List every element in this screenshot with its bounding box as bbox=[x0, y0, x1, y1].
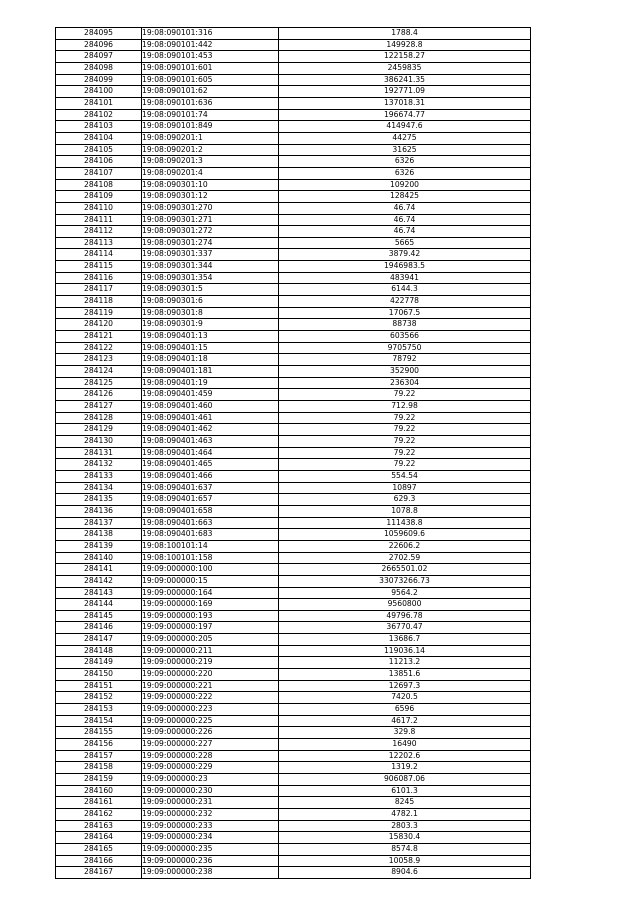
row-number-cell: 284148 bbox=[56, 645, 142, 657]
cadastral-number-cell: 19:09:000000:222 bbox=[142, 692, 279, 704]
table-row bbox=[56, 109, 531, 121]
cadastral-number-cell: 19:08:100101:158 bbox=[142, 552, 279, 564]
value-cell: 1946983.5 bbox=[279, 261, 531, 273]
cadastral-number-cell: 19:09:000000:232 bbox=[142, 808, 279, 820]
cadastral-number-cell: 19:08:090401:459 bbox=[142, 389, 279, 401]
table-row bbox=[56, 692, 531, 704]
row-number-cell: 284156 bbox=[56, 739, 142, 751]
value-cell: 1078.8 bbox=[279, 505, 531, 517]
value-cell: 3879.42 bbox=[279, 249, 531, 261]
table-row bbox=[56, 540, 531, 552]
cadastral-number-cell: 19:09:000000:223 bbox=[142, 704, 279, 716]
row-number-cell: 284149 bbox=[56, 657, 142, 669]
value-cell: 12697.3 bbox=[279, 680, 531, 692]
value-cell: 5665 bbox=[279, 237, 531, 249]
value-cell: 6326 bbox=[279, 156, 531, 168]
value-cell: 422778 bbox=[279, 296, 531, 308]
table-row bbox=[56, 832, 531, 844]
cadastral-number-cell: 19:08:090401:663 bbox=[142, 517, 279, 529]
cadastral-number-cell: 19:08:090201:3 bbox=[142, 156, 279, 168]
cadastral-number-cell: 19:08:090101:605 bbox=[142, 74, 279, 86]
table-body bbox=[56, 28, 531, 879]
cadastral-number-cell: 19:08:090301:354 bbox=[142, 272, 279, 284]
row-number-cell: 284119 bbox=[56, 307, 142, 319]
row-number-cell: 284105 bbox=[56, 144, 142, 156]
table-row bbox=[56, 249, 531, 261]
cadastral-number-cell: 19:09:000000:236 bbox=[142, 855, 279, 867]
row-number-cell: 284150 bbox=[56, 669, 142, 681]
cadastral-number-cell: 19:09:000000:233 bbox=[142, 820, 279, 832]
row-number-cell: 284110 bbox=[56, 202, 142, 214]
row-number-cell: 284111 bbox=[56, 214, 142, 226]
table-row bbox=[56, 785, 531, 797]
cadastral-number-cell: 19:09:000000:197 bbox=[142, 622, 279, 634]
table-row bbox=[56, 715, 531, 727]
value-cell: 109200 bbox=[279, 179, 531, 191]
value-cell: 36770.47 bbox=[279, 622, 531, 634]
table-row bbox=[56, 284, 531, 296]
row-number-cell: 284100 bbox=[56, 86, 142, 98]
cadastral-number-cell: 19:09:000000:225 bbox=[142, 715, 279, 727]
cadastral-number-cell: 19:09:000000:231 bbox=[142, 797, 279, 809]
row-number-cell: 284104 bbox=[56, 132, 142, 144]
table-row bbox=[56, 121, 531, 133]
row-number-cell: 284152 bbox=[56, 692, 142, 704]
table-row bbox=[56, 599, 531, 611]
value-cell: 79.22 bbox=[279, 424, 531, 436]
cadastral-number-cell: 19:09:000000:235 bbox=[142, 843, 279, 855]
value-cell: 78792 bbox=[279, 354, 531, 366]
row-number-cell: 284128 bbox=[56, 412, 142, 424]
row-number-cell: 284129 bbox=[56, 424, 142, 436]
row-number-cell: 284122 bbox=[56, 342, 142, 354]
row-number-cell: 284146 bbox=[56, 622, 142, 634]
row-number-cell: 284153 bbox=[56, 704, 142, 716]
table-row bbox=[56, 261, 531, 273]
table-row bbox=[56, 132, 531, 144]
table-row bbox=[56, 855, 531, 867]
value-cell: 13851.6 bbox=[279, 669, 531, 681]
table-row bbox=[56, 564, 531, 576]
table-row bbox=[56, 377, 531, 389]
row-number-cell: 284140 bbox=[56, 552, 142, 564]
cadastral-number-cell: 19:08:090401:464 bbox=[142, 447, 279, 459]
row-number-cell: 284099 bbox=[56, 74, 142, 86]
cadastral-number-cell: 19:08:090101:316 bbox=[142, 28, 279, 40]
cadastral-number-cell: 19:09:000000:205 bbox=[142, 634, 279, 646]
row-number-cell: 284136 bbox=[56, 505, 142, 517]
row-number-cell: 284101 bbox=[56, 97, 142, 109]
table-row bbox=[56, 843, 531, 855]
table-row bbox=[56, 167, 531, 179]
cadastral-number-cell: 19:09:000000:100 bbox=[142, 564, 279, 576]
cadastral-number-cell: 19:08:100101:14 bbox=[142, 540, 279, 552]
value-cell: 46.74 bbox=[279, 226, 531, 238]
value-cell: 79.22 bbox=[279, 389, 531, 401]
table-row bbox=[56, 680, 531, 692]
value-cell: 79.22 bbox=[279, 435, 531, 447]
value-cell: 49796.78 bbox=[279, 610, 531, 622]
table-row bbox=[56, 237, 531, 249]
table-row bbox=[56, 86, 531, 98]
table-row bbox=[56, 505, 531, 517]
cadastral-number-cell: 19:08:090301:270 bbox=[142, 202, 279, 214]
row-number-cell: 284166 bbox=[56, 855, 142, 867]
value-cell: 1319.2 bbox=[279, 762, 531, 774]
row-number-cell: 284155 bbox=[56, 727, 142, 739]
table-row bbox=[56, 319, 531, 331]
cadastral-number-cell: 19:08:090401:181 bbox=[142, 366, 279, 378]
row-number-cell: 284138 bbox=[56, 529, 142, 541]
row-number-cell: 284165 bbox=[56, 843, 142, 855]
cadastral-number-cell: 19:09:000000:169 bbox=[142, 599, 279, 611]
cadastral-number-cell: 19:08:090401:637 bbox=[142, 482, 279, 494]
row-number-cell: 284134 bbox=[56, 482, 142, 494]
row-number-cell: 284130 bbox=[56, 435, 142, 447]
table-row bbox=[56, 191, 531, 203]
row-number-cell: 284126 bbox=[56, 389, 142, 401]
value-cell: 12202.6 bbox=[279, 750, 531, 762]
table-row bbox=[56, 669, 531, 681]
cadastral-number-cell: 19:09:000000:234 bbox=[142, 832, 279, 844]
table-row bbox=[56, 587, 531, 599]
table-row bbox=[56, 144, 531, 156]
table-row bbox=[56, 820, 531, 832]
value-cell: 111438.8 bbox=[279, 517, 531, 529]
table-row bbox=[56, 179, 531, 191]
table-row bbox=[56, 401, 531, 413]
value-cell: 79.22 bbox=[279, 447, 531, 459]
row-number-cell: 284112 bbox=[56, 226, 142, 238]
value-cell: 79.22 bbox=[279, 459, 531, 471]
table-row bbox=[56, 459, 531, 471]
value-cell: 122158.27 bbox=[279, 51, 531, 63]
row-number-cell: 284158 bbox=[56, 762, 142, 774]
cadastral-number-cell: 19:08:090401:462 bbox=[142, 424, 279, 436]
cadastral-number-cell: 19:08:090301:5 bbox=[142, 284, 279, 296]
value-cell: 15830.4 bbox=[279, 832, 531, 844]
row-number-cell: 284139 bbox=[56, 540, 142, 552]
table-row bbox=[56, 307, 531, 319]
value-cell: 236304 bbox=[279, 377, 531, 389]
cadastral-number-cell: 19:08:090401:13 bbox=[142, 331, 279, 343]
value-cell: 31625 bbox=[279, 144, 531, 156]
value-cell: 196674.77 bbox=[279, 109, 531, 121]
cadastral-number-cell: 19:08:090401:460 bbox=[142, 401, 279, 413]
table-row bbox=[56, 342, 531, 354]
table-row bbox=[56, 517, 531, 529]
value-cell: 2459835 bbox=[279, 62, 531, 74]
row-number-cell: 284147 bbox=[56, 634, 142, 646]
table-row bbox=[56, 354, 531, 366]
row-number-cell: 284151 bbox=[56, 680, 142, 692]
row-number-cell: 284125 bbox=[56, 377, 142, 389]
value-cell: 1059609.6 bbox=[279, 529, 531, 541]
value-cell: 10058.9 bbox=[279, 855, 531, 867]
row-number-cell: 284135 bbox=[56, 494, 142, 506]
table-row bbox=[56, 622, 531, 634]
cadastral-number-cell: 19:08:090101:636 bbox=[142, 97, 279, 109]
value-cell: 4617.2 bbox=[279, 715, 531, 727]
table-row bbox=[56, 62, 531, 74]
value-cell: 44275 bbox=[279, 132, 531, 144]
table-row bbox=[56, 389, 531, 401]
row-number-cell: 284103 bbox=[56, 121, 142, 133]
cadastral-number-cell: 19:08:090301:337 bbox=[142, 249, 279, 261]
table-row bbox=[56, 331, 531, 343]
cadastral-number-cell: 19:08:090301:344 bbox=[142, 261, 279, 273]
row-number-cell: 284121 bbox=[56, 331, 142, 343]
row-number-cell: 284164 bbox=[56, 832, 142, 844]
table-row bbox=[56, 494, 531, 506]
row-number-cell: 284132 bbox=[56, 459, 142, 471]
cadastral-number-cell: 19:09:000000:228 bbox=[142, 750, 279, 762]
table-row bbox=[56, 28, 531, 40]
value-cell: 149928.8 bbox=[279, 39, 531, 51]
cadastral-number-cell: 19:08:090301:8 bbox=[142, 307, 279, 319]
row-number-cell: 284113 bbox=[56, 237, 142, 249]
value-cell: 629.3 bbox=[279, 494, 531, 506]
table-row bbox=[56, 762, 531, 774]
cadastral-number-cell: 19:08:090401:657 bbox=[142, 494, 279, 506]
value-cell: 352900 bbox=[279, 366, 531, 378]
cadastral-number-cell: 19:08:090201:4 bbox=[142, 167, 279, 179]
cadastral-number-cell: 19:08:090101:849 bbox=[142, 121, 279, 133]
cadastral-number-cell: 19:08:090101:62 bbox=[142, 86, 279, 98]
value-cell: 329.8 bbox=[279, 727, 531, 739]
table-row bbox=[56, 296, 531, 308]
value-cell: 6144.3 bbox=[279, 284, 531, 296]
table-row bbox=[56, 435, 531, 447]
table-row bbox=[56, 774, 531, 786]
cadastral-number-cell: 19:08:090401:19 bbox=[142, 377, 279, 389]
data-table bbox=[55, 27, 531, 879]
value-cell: 8245 bbox=[279, 797, 531, 809]
row-number-cell: 284160 bbox=[56, 785, 142, 797]
table-row bbox=[56, 366, 531, 378]
value-cell: 119036.14 bbox=[279, 645, 531, 657]
cadastral-number-cell: 19:08:090401:683 bbox=[142, 529, 279, 541]
table-row bbox=[56, 51, 531, 63]
table-row bbox=[56, 808, 531, 820]
value-cell: 33073266.73 bbox=[279, 575, 531, 587]
cadastral-number-cell: 19:09:000000:220 bbox=[142, 669, 279, 681]
table-row bbox=[56, 412, 531, 424]
cadastral-number-cell: 19:08:090401:461 bbox=[142, 412, 279, 424]
row-number-cell: 284120 bbox=[56, 319, 142, 331]
table-row bbox=[56, 575, 531, 587]
cadastral-number-cell: 19:08:090401:658 bbox=[142, 505, 279, 517]
value-cell: 46.74 bbox=[279, 214, 531, 226]
table-row bbox=[56, 482, 531, 494]
row-number-cell: 284123 bbox=[56, 354, 142, 366]
table-row bbox=[56, 634, 531, 646]
value-cell: 11213.2 bbox=[279, 657, 531, 669]
row-number-cell: 284114 bbox=[56, 249, 142, 261]
cadastral-number-cell: 19:09:000000:221 bbox=[142, 680, 279, 692]
cadastral-number-cell: 19:08:090101:442 bbox=[142, 39, 279, 51]
row-number-cell: 284098 bbox=[56, 62, 142, 74]
row-number-cell: 284154 bbox=[56, 715, 142, 727]
value-cell: 6101.3 bbox=[279, 785, 531, 797]
cadastral-number-cell: 19:08:090401:465 bbox=[142, 459, 279, 471]
value-cell: 9564.2 bbox=[279, 587, 531, 599]
cadastral-number-cell: 19:09:000000:238 bbox=[142, 867, 279, 879]
row-number-cell: 284142 bbox=[56, 575, 142, 587]
row-number-cell: 284116 bbox=[56, 272, 142, 284]
table-row bbox=[56, 470, 531, 482]
row-number-cell: 284161 bbox=[56, 797, 142, 809]
table-row bbox=[56, 645, 531, 657]
value-cell: 2803.3 bbox=[279, 820, 531, 832]
cadastral-number-cell: 19:09:000000:193 bbox=[142, 610, 279, 622]
value-cell: 906087.06 bbox=[279, 774, 531, 786]
row-number-cell: 284109 bbox=[56, 191, 142, 203]
cadastral-number-cell: 19:09:000000:226 bbox=[142, 727, 279, 739]
cadastral-number-cell: 19:08:090201:2 bbox=[142, 144, 279, 156]
value-cell: 9560800 bbox=[279, 599, 531, 611]
table-row bbox=[56, 202, 531, 214]
value-cell: 8904.6 bbox=[279, 867, 531, 879]
table-row bbox=[56, 39, 531, 51]
value-cell: 483941 bbox=[279, 272, 531, 284]
cadastral-number-cell: 19:08:090301:9 bbox=[142, 319, 279, 331]
row-number-cell: 284115 bbox=[56, 261, 142, 273]
cadastral-number-cell: 19:08:090401:463 bbox=[142, 435, 279, 447]
table-row bbox=[56, 657, 531, 669]
cadastral-number-cell: 19:09:000000:23 bbox=[142, 774, 279, 786]
row-number-cell: 284117 bbox=[56, 284, 142, 296]
table-row bbox=[56, 727, 531, 739]
cadastral-number-cell: 19:08:090301:6 bbox=[142, 296, 279, 308]
value-cell: 46.74 bbox=[279, 202, 531, 214]
row-number-cell: 284131 bbox=[56, 447, 142, 459]
cadastral-number-cell: 19:09:000000:219 bbox=[142, 657, 279, 669]
table-row bbox=[56, 272, 531, 284]
row-number-cell: 284127 bbox=[56, 401, 142, 413]
row-number-cell: 284095 bbox=[56, 28, 142, 40]
row-number-cell: 284124 bbox=[56, 366, 142, 378]
value-cell: 10897 bbox=[279, 482, 531, 494]
cadastral-number-cell: 19:08:090401:15 bbox=[142, 342, 279, 354]
table-row bbox=[56, 529, 531, 541]
value-cell: 88738 bbox=[279, 319, 531, 331]
value-cell: 17067.5 bbox=[279, 307, 531, 319]
row-number-cell: 284157 bbox=[56, 750, 142, 762]
table-row bbox=[56, 447, 531, 459]
value-cell: 137018.31 bbox=[279, 97, 531, 109]
cadastral-number-cell: 19:08:090401:466 bbox=[142, 470, 279, 482]
value-cell: 8574.8 bbox=[279, 843, 531, 855]
row-number-cell: 284133 bbox=[56, 470, 142, 482]
value-cell: 128425 bbox=[279, 191, 531, 203]
row-number-cell: 284102 bbox=[56, 109, 142, 121]
value-cell: 2702.59 bbox=[279, 552, 531, 564]
cadastral-number-cell: 19:09:000000:227 bbox=[142, 739, 279, 751]
row-number-cell: 284107 bbox=[56, 167, 142, 179]
table-row bbox=[56, 74, 531, 86]
value-cell: 6596 bbox=[279, 704, 531, 716]
cadastral-number-cell: 19:09:000000:15 bbox=[142, 575, 279, 587]
row-number-cell: 284145 bbox=[56, 610, 142, 622]
value-cell: 16490 bbox=[279, 739, 531, 751]
cadastral-number-cell: 19:08:090101:74 bbox=[142, 109, 279, 121]
table-row bbox=[56, 867, 531, 879]
value-cell: 22606.2 bbox=[279, 540, 531, 552]
row-number-cell: 284143 bbox=[56, 587, 142, 599]
cadastral-number-cell: 19:08:090401:18 bbox=[142, 354, 279, 366]
cadastral-number-cell: 19:08:090101:453 bbox=[142, 51, 279, 63]
value-cell: 712.98 bbox=[279, 401, 531, 413]
table-row bbox=[56, 214, 531, 226]
row-number-cell: 284159 bbox=[56, 774, 142, 786]
cadastral-number-cell: 19:08:090301:272 bbox=[142, 226, 279, 238]
value-cell: 13686.7 bbox=[279, 634, 531, 646]
value-cell: 2665501.02 bbox=[279, 564, 531, 576]
row-number-cell: 284096 bbox=[56, 39, 142, 51]
row-number-cell: 284144 bbox=[56, 599, 142, 611]
document-page bbox=[55, 27, 531, 879]
value-cell: 7420.5 bbox=[279, 692, 531, 704]
table-row bbox=[56, 610, 531, 622]
cadastral-number-cell: 19:09:000000:211 bbox=[142, 645, 279, 657]
row-number-cell: 284162 bbox=[56, 808, 142, 820]
table-row bbox=[56, 750, 531, 762]
value-cell: 603566 bbox=[279, 331, 531, 343]
table-row bbox=[56, 424, 531, 436]
row-number-cell: 284141 bbox=[56, 564, 142, 576]
value-cell: 6326 bbox=[279, 167, 531, 179]
row-number-cell: 284118 bbox=[56, 296, 142, 308]
value-cell: 9705750 bbox=[279, 342, 531, 354]
cadastral-number-cell: 19:08:090301:274 bbox=[142, 237, 279, 249]
value-cell: 79.22 bbox=[279, 412, 531, 424]
cadastral-number-cell: 19:08:090201:1 bbox=[142, 132, 279, 144]
value-cell: 4782.1 bbox=[279, 808, 531, 820]
cadastral-number-cell: 19:08:090301:271 bbox=[142, 214, 279, 226]
table-row bbox=[56, 97, 531, 109]
table-row bbox=[56, 797, 531, 809]
row-number-cell: 284108 bbox=[56, 179, 142, 191]
table-row bbox=[56, 552, 531, 564]
value-cell: 386241.35 bbox=[279, 74, 531, 86]
row-number-cell: 284137 bbox=[56, 517, 142, 529]
table-row bbox=[56, 226, 531, 238]
row-number-cell: 284097 bbox=[56, 51, 142, 63]
cadastral-number-cell: 19:08:090301:10 bbox=[142, 179, 279, 191]
table-row bbox=[56, 156, 531, 168]
value-cell: 192771.09 bbox=[279, 86, 531, 98]
value-cell: 414947.6 bbox=[279, 121, 531, 133]
table-row bbox=[56, 739, 531, 751]
cadastral-number-cell: 19:09:000000:229 bbox=[142, 762, 279, 774]
cadastral-number-cell: 19:08:090301:12 bbox=[142, 191, 279, 203]
cadastral-number-cell: 19:09:000000:230 bbox=[142, 785, 279, 797]
value-cell: 1788.4 bbox=[279, 28, 531, 40]
row-number-cell: 284106 bbox=[56, 156, 142, 168]
row-number-cell: 284163 bbox=[56, 820, 142, 832]
table-row bbox=[56, 704, 531, 716]
value-cell: 554.54 bbox=[279, 470, 531, 482]
row-number-cell: 284167 bbox=[56, 867, 142, 879]
cadastral-number-cell: 19:09:000000:164 bbox=[142, 587, 279, 599]
cadastral-number-cell: 19:08:090101:601 bbox=[142, 62, 279, 74]
